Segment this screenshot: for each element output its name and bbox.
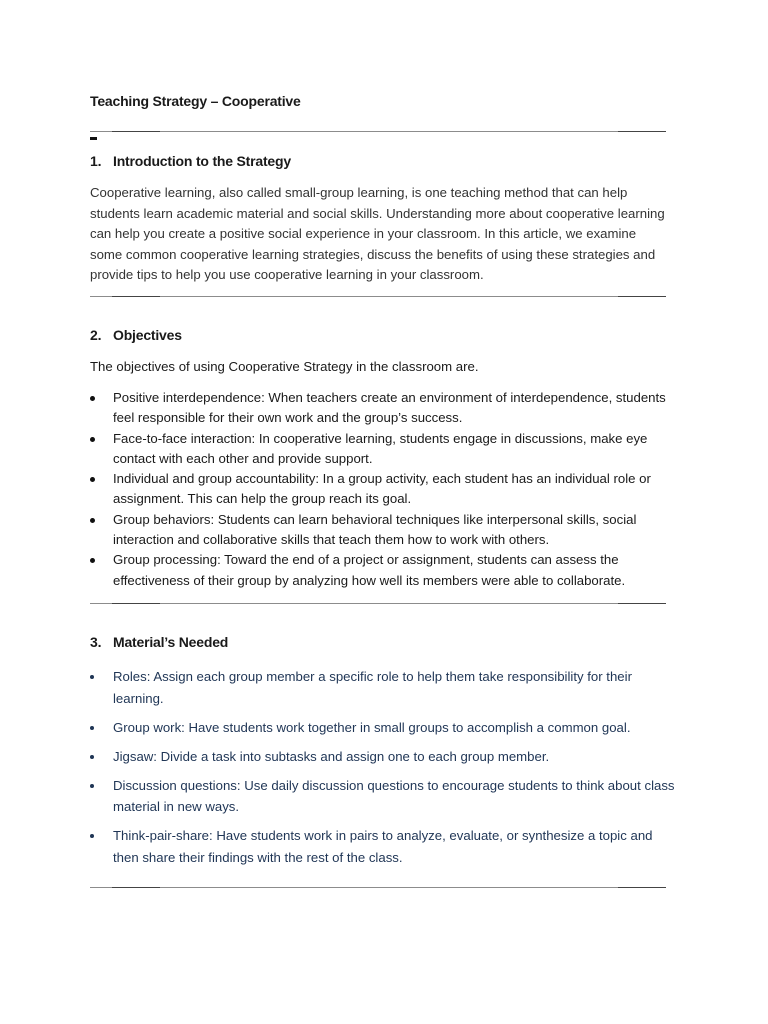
bullet-icon: [90, 437, 95, 442]
list-item: Face-to-face interaction: In cooperative learning, students engage in discussions, make eye contact with each other and provide support.: [90, 429, 666, 470]
list-item: Group behaviors: Students can learn behavioral techniques like interpersonal skills, social interaction and collaborative skills that teach them how to work with others.: [90, 510, 666, 551]
document-title: Teaching Strategy – Cooperative: [90, 93, 301, 109]
section-number: 1.: [90, 153, 102, 169]
bullet-icon: [90, 726, 94, 730]
list-item: Group work: Have students work together in small groups to accomplish a common goal.: [90, 717, 680, 739]
bullet-icon: [90, 396, 95, 401]
objectives-intro: The objectives of using Cooperative Strategy in the classroom are.: [90, 359, 479, 374]
list-item: Jigsaw: Divide a task into subtasks and assign one to each group member.: [90, 746, 680, 768]
section-heading-objectives: [90, 327, 182, 343]
section-divider: [90, 887, 666, 888]
materials-list: [90, 666, 680, 876]
list-item: Positive interdependence: When teachers create an environment of interdependence, students feel responsible for their own work and the group’s success.: [90, 388, 666, 429]
objectives-list: [90, 388, 666, 591]
list-item: Discussion questions: Use daily discussion questions to encourage students to think about class material in new ways.: [90, 775, 680, 818]
list-item: Group processing: Toward the end of a project or assignment, students can assess the effectiveness of their group by analyzing how well its members were able to collaborate.: [90, 550, 666, 591]
introduction-paragraph: Cooperative learning, also called small-group learning, is one teaching method that can help students learn academic material and social skills. Understanding more about cooperative learning can help you create a positive social experience in your classroom. In this article, we examine some common cooperative learning strategies, discuss the benefits of using these strategies and provide tips to help you use cooperative learning in your classroom.: [90, 185, 665, 282]
section-heading-materials: [90, 634, 228, 650]
paragraph-marker: [90, 137, 97, 140]
section-title: Material’s Needed: [113, 634, 229, 650]
section-divider: [90, 603, 666, 604]
section-number: 2.: [90, 327, 102, 343]
section-divider: [90, 131, 666, 132]
section-heading-introduction: [90, 153, 291, 169]
bullet-icon: [90, 675, 94, 679]
bullet-icon: [90, 477, 95, 482]
bullet-icon: [90, 784, 94, 788]
section-divider: [90, 296, 666, 297]
bullet-icon: [90, 755, 94, 759]
section-title: Introduction to the Strategy: [113, 153, 291, 169]
list-item: Individual and group accountability: In a group activity, each student has an individual role or assignment. This can help the group reach its goal.: [90, 469, 666, 510]
section-title: Objectives: [113, 327, 182, 343]
bullet-icon: [90, 558, 95, 563]
section-number: 3.: [90, 634, 102, 650]
bullet-icon: [90, 518, 95, 523]
bullet-icon: [90, 834, 94, 838]
list-item: Roles: Assign each group member a specific role to help them take responsibility for their learning.: [90, 666, 680, 709]
list-item: Think-pair-share: Have students work in pairs to analyze, evaluate, or synthesize a topic and then share their findings with the rest of the class.: [90, 825, 680, 868]
